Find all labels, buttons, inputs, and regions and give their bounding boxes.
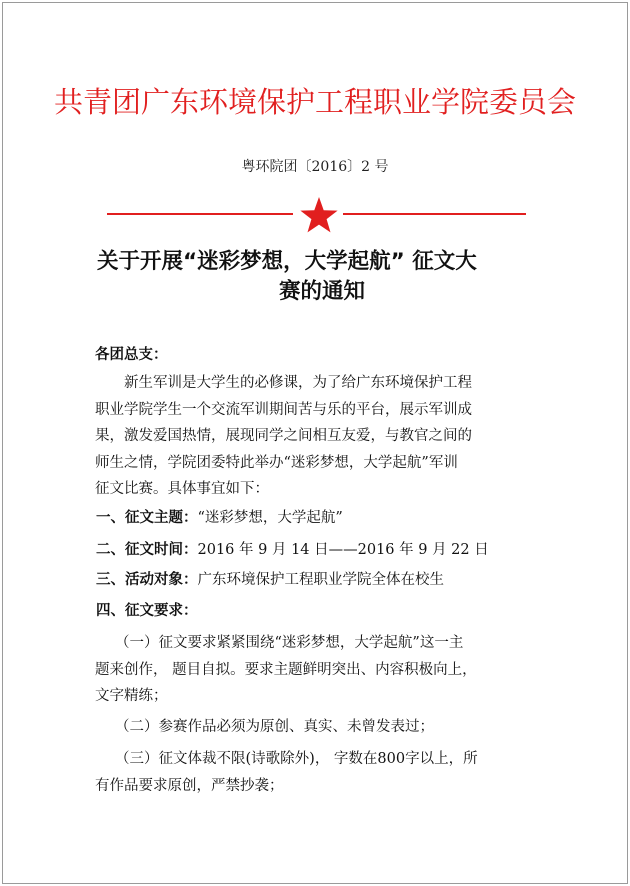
item-requirements-label: 四、征文要求： (96, 602, 198, 619)
requirement-2 (95, 714, 535, 741)
requirement-line: 有作品要求原创，严禁抄袭； (95, 777, 284, 794)
intro-paragraph (95, 370, 535, 503)
item-audience-label: 三、活动对象： (96, 571, 198, 588)
item-theme-label: 一、征文主题： (96, 509, 198, 526)
item-time (96, 537, 536, 564)
salutation: 各团总支： (95, 346, 168, 363)
intro-line: 征文比赛。具体事宜如下： (95, 481, 269, 497)
intro-line: 果，激发爱国热情，展现同学之间相互友爱，与教官之间的 (95, 428, 472, 444)
requirement-1 (95, 630, 535, 710)
notice-title (97, 247, 547, 307)
requirement-line: （一）征文要求紧紧围绕“迷彩梦想，大学起航”这一主 (115, 635, 464, 651)
notice-title-line1: 关于开展“迷彩梦想，大学起航” 征文大 (97, 249, 477, 274)
org-title: 共青团广东环境保护工程职业学院委员会 (53, 85, 576, 119)
requirement-line: （二）参赛作品必须为原创、真实、未曾发表过； (115, 719, 434, 735)
item-theme (96, 505, 536, 532)
intro-line: 师生之情，学院团委特此举办“迷彩梦想，大学起航”军训 (95, 454, 458, 471)
red-divider-right (343, 213, 526, 215)
red-star-icon (299, 195, 339, 235)
item-audience (96, 567, 536, 594)
intro-line: 职业学院学生一个交流军训期间苦与乐的平台，展示军训成 (95, 401, 472, 418)
item-audience-value: 广东环境保护工程职业学院全体在校生 (197, 572, 444, 588)
intro-line: 新生军训是大学生的必修课，为了给广东环境保护工程 (124, 375, 472, 391)
item-time-label: 二、征文时间： (96, 541, 198, 558)
doc-number: 粤环院团〔2016〕2 号 (241, 159, 389, 175)
notice-title-line2: 赛的通知 (278, 279, 365, 304)
item-time-value: 2016 年 9 月 14 日——2016 年 9 月 22 日 (197, 542, 489, 558)
requirement-3 (95, 746, 535, 799)
requirement-line: 题来创作， 题目自拟。要求主题鲜明突出、内容积极向上， (95, 661, 477, 678)
red-divider-left (107, 213, 293, 215)
item-theme-value: “迷彩梦想，大学起航” (197, 510, 343, 526)
requirement-line: （三）征文体裁不限(诗歌除外)， 字数在800字以上，所 (115, 751, 478, 767)
requirement-line: 文字精练； (95, 688, 168, 704)
